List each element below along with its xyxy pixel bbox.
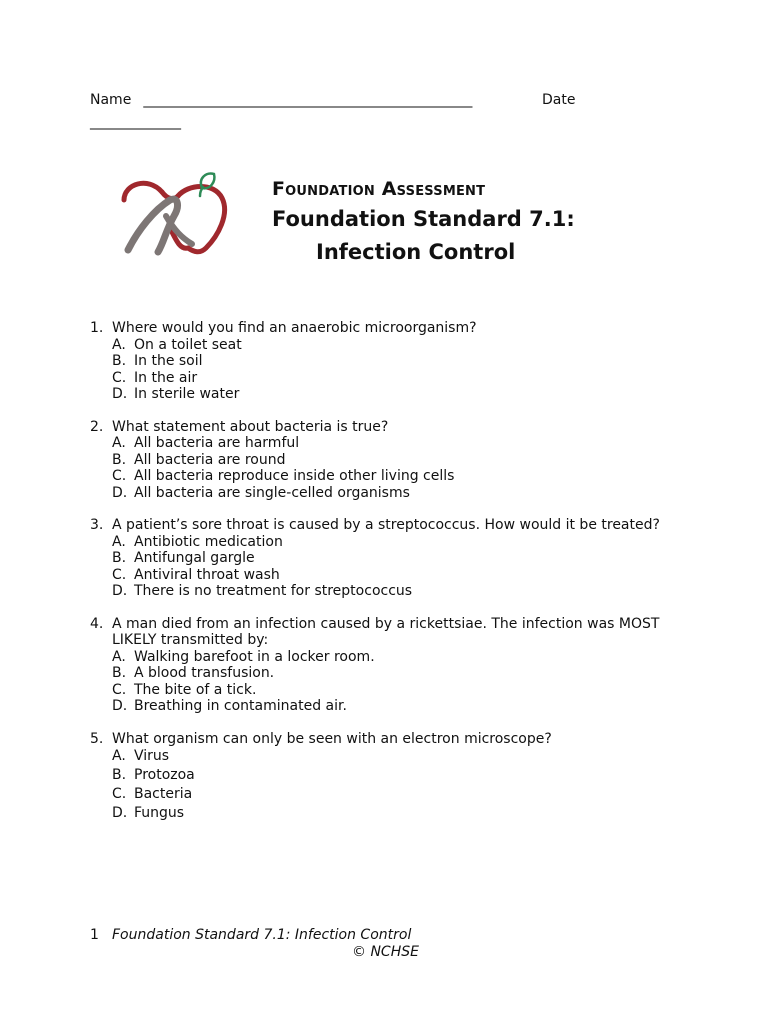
- answer-option[interactable]: [112, 682, 690, 699]
- option-text: In the air: [134, 369, 198, 386]
- option-letter: D.: [112, 386, 128, 402]
- option-letter: B.: [112, 353, 127, 369]
- answer-option[interactable]: [112, 435, 690, 452]
- option-letter: B.: [112, 767, 127, 783]
- question-number: 4.: [90, 615, 104, 632]
- answer-option[interactable]: [112, 649, 690, 666]
- apple-outline-left: [124, 183, 162, 200]
- question-text: A man died from an infection caused by a rickettsiae. The infection was MOST LIKELY transmitted by:: [112, 615, 660, 648]
- question-1: [90, 320, 690, 403]
- option-letter: D.: [112, 805, 128, 821]
- standard-title-line1: Foundation Standard 7.1:: [272, 207, 575, 231]
- answer-option[interactable]: [112, 452, 690, 469]
- question-text: Where would you find an anaerobic microorganism?: [112, 320, 477, 336]
- question-5: [90, 731, 690, 824]
- option-text: In the soil: [134, 353, 203, 369]
- question-text: What statement about bacteria is true?: [112, 418, 389, 435]
- answer-option[interactable]: [112, 485, 690, 502]
- answer-option[interactable]: [112, 785, 690, 804]
- answer-option[interactable]: [112, 550, 690, 567]
- answer-option[interactable]: [112, 766, 690, 785]
- question-number: 2.: [90, 418, 104, 435]
- option-letter: B.: [112, 451, 127, 468]
- option-letter: B.: [112, 550, 127, 566]
- option-letter: A.: [112, 648, 126, 665]
- answer-option[interactable]: [112, 583, 690, 600]
- option-text: There is no treatment for streptococcus: [134, 583, 413, 599]
- option-text: All bacteria reproduce inside other living cells: [134, 468, 455, 484]
- option-text: All bacteria are single-celled organisms: [134, 484, 410, 501]
- option-text: Protozoa: [134, 767, 195, 783]
- answer-option[interactable]: [112, 665, 690, 682]
- date-blank-line[interactable]: _____________: [90, 114, 181, 130]
- name-blank-line[interactable]: _______________________________________________: [143, 92, 473, 108]
- option-text: On a toilet seat: [134, 336, 242, 353]
- question-text: What organism can only be seen with an electron microscope?: [112, 730, 552, 747]
- option-letter: C.: [112, 566, 127, 583]
- answer-option[interactable]: [112, 353, 690, 370]
- option-letter: C.: [112, 468, 127, 484]
- question-number: 3.: [90, 517, 104, 533]
- answer-option[interactable]: [112, 337, 690, 354]
- page-number: 1: [90, 927, 99, 943]
- assessment-heading: Foundation Assessment: [272, 178, 486, 200]
- option-letter: C.: [112, 369, 127, 386]
- standard-title-line2: Infection Control: [316, 240, 516, 264]
- question-number: 1.: [90, 320, 104, 336]
- footer-title: Foundation Standard 7.1: Infection Control: [112, 927, 412, 943]
- option-text: Antifungal gargle: [134, 550, 255, 566]
- option-letter: C.: [112, 681, 127, 698]
- option-letter: B.: [112, 665, 127, 681]
- option-text: Antibiotic medication: [134, 533, 283, 550]
- assessment-title: [272, 178, 485, 200]
- option-text: Fungus: [134, 805, 185, 821]
- option-text: In sterile water: [134, 386, 240, 402]
- question-list: [90, 320, 690, 839]
- option-letter: D.: [112, 484, 128, 501]
- option-letter: C.: [112, 786, 127, 802]
- answer-option[interactable]: [112, 804, 690, 823]
- option-text: Walking barefoot in a locker room.: [134, 648, 375, 665]
- answer-option[interactable]: [112, 747, 690, 766]
- option-text: Bacteria: [134, 786, 193, 802]
- option-letter: D.: [112, 698, 128, 714]
- option-letter: A.: [112, 336, 126, 353]
- option-letter: D.: [112, 583, 128, 599]
- apple-ribbon-logo-icon: [118, 170, 234, 256]
- answer-option[interactable]: [112, 386, 690, 403]
- question-number: 5.: [90, 730, 104, 747]
- question-2: [90, 419, 690, 502]
- answer-option[interactable]: [112, 370, 690, 387]
- name-label: Name: [90, 92, 132, 108]
- option-letter: A.: [112, 748, 126, 764]
- option-letter: A.: [112, 533, 126, 550]
- option-letter: A.: [112, 435, 126, 451]
- question-4: [90, 616, 690, 715]
- question-text: A patient’s sore throat is caused by a streptococcus. How would it be treated?: [112, 517, 660, 533]
- date-label: Date: [542, 92, 576, 108]
- page-footer: [90, 927, 411, 943]
- option-text: A blood transfusion.: [134, 665, 275, 681]
- answer-option[interactable]: [112, 698, 690, 715]
- answer-option[interactable]: [112, 567, 690, 584]
- answer-option[interactable]: [112, 468, 690, 485]
- option-text: All bacteria are harmful: [134, 435, 300, 451]
- answer-option[interactable]: [112, 534, 690, 551]
- option-text: Antiviral throat wash: [134, 566, 280, 583]
- option-text: Breathing in contaminated air.: [134, 698, 347, 714]
- option-text: All bacteria are round: [134, 451, 286, 468]
- copyright-notice: © NCHSE: [352, 944, 419, 960]
- name-field: [90, 92, 472, 108]
- option-text: Virus: [134, 748, 170, 764]
- option-text: The bite of a tick.: [134, 681, 257, 698]
- question-3: [90, 517, 690, 600]
